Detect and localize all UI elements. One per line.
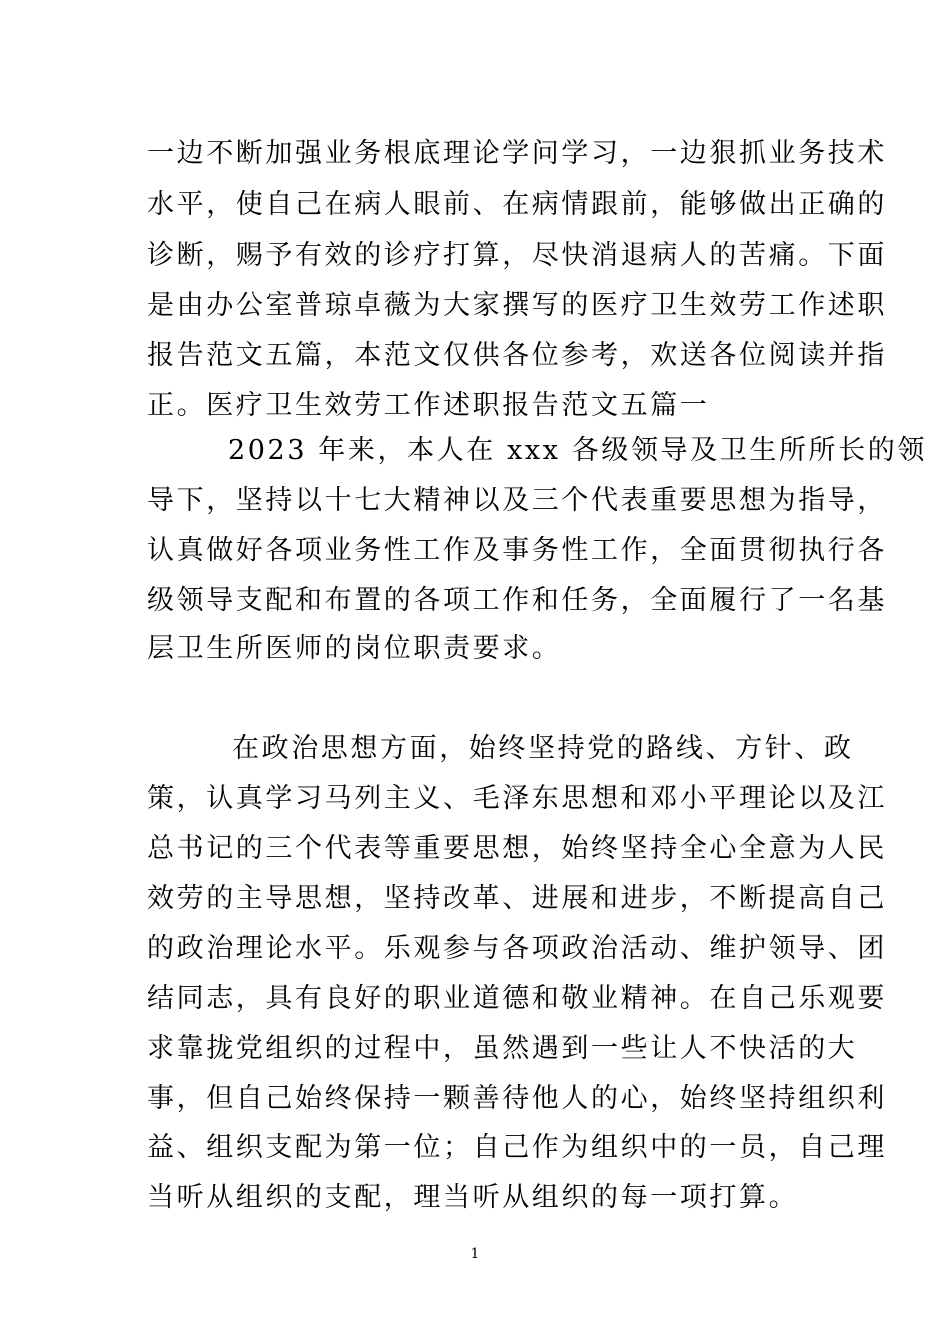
paragraph-3-line-4: 效劳的主导思想，坚持改革、进展和进步，不断提高自己: [147, 883, 887, 914]
paragraph-2-line-5: 层卫生所医师的岗位职责要求。: [147, 633, 562, 664]
paragraph-3-line-7: 求靠拢党组织的过程中，虽然遇到一些让人不快活的大: [147, 1033, 858, 1064]
page-number: 1: [470, 1246, 480, 1262]
paragraph-2-line-1: 2023 年来，本人在 xxx 各级领导及卫生所所长的领: [228, 435, 927, 466]
paragraph-1-line-6: 正。医疗卫生效劳工作述职报告范文五篇一: [147, 390, 710, 421]
paragraph-1-line-1: 一边不断加强业务根底理论学问学习，一边狠抓业务技术: [147, 138, 887, 169]
paragraph-3-line-10: 当听从组织的支配，理当听从组织的每一项打算。: [147, 1182, 799, 1213]
paragraph-1-line-2: 水平，使自己在病人眼前、在病情跟前，能够做出正确的: [147, 189, 887, 220]
paragraph-3-line-3: 总书记的三个代表等重要思想，始终坚持全心全意为人民: [147, 833, 887, 864]
paragraph-3-line-5: 的政治理论水平。乐观参与各项政治活动、维护领导、团: [147, 933, 887, 964]
paragraph-3-line-9: 益、组织支配为第一位；自己作为组织中的一员，自己理: [147, 1132, 887, 1163]
paragraph-3-line-2: 策，认真学习马列主义、毛泽东思想和邓小平理论以及江: [147, 783, 887, 814]
paragraph-1-line-3: 诊断，赐予有效的诊疗打算，尽快消退病人的苦痛。下面: [147, 240, 887, 271]
paragraph-2-line-4: 级领导支配和布置的各项工作和任务，全面履行了一名基: [147, 585, 887, 616]
paragraph-1-line-4: 是由办公室普琼卓薇为大家撰写的医疗卫生效劳工作述职: [147, 290, 887, 321]
paragraph-1-line-5: 报告范文五篇，本范文仅供各位参考，欢送各位阅读并指: [147, 340, 887, 371]
paragraph-3-line-8: 事，但自己始终保持一颗善待他人的心，始终坚持组织利: [147, 1083, 887, 1114]
paragraph-2-line-2: 导下，坚持以十七大精神以及三个代表重要思想为指导，: [147, 485, 887, 516]
paragraph-3-line-6: 结同志，具有良好的职业道德和敬业精神。在自己乐观要: [147, 983, 887, 1014]
paragraph-2-line-3: 认真做好各项业务性工作及事务性工作，全面贯彻执行各: [147, 535, 887, 566]
paragraph-3-line-1: 在政治思想方面，始终坚持党的路线、方针、政: [232, 733, 854, 764]
